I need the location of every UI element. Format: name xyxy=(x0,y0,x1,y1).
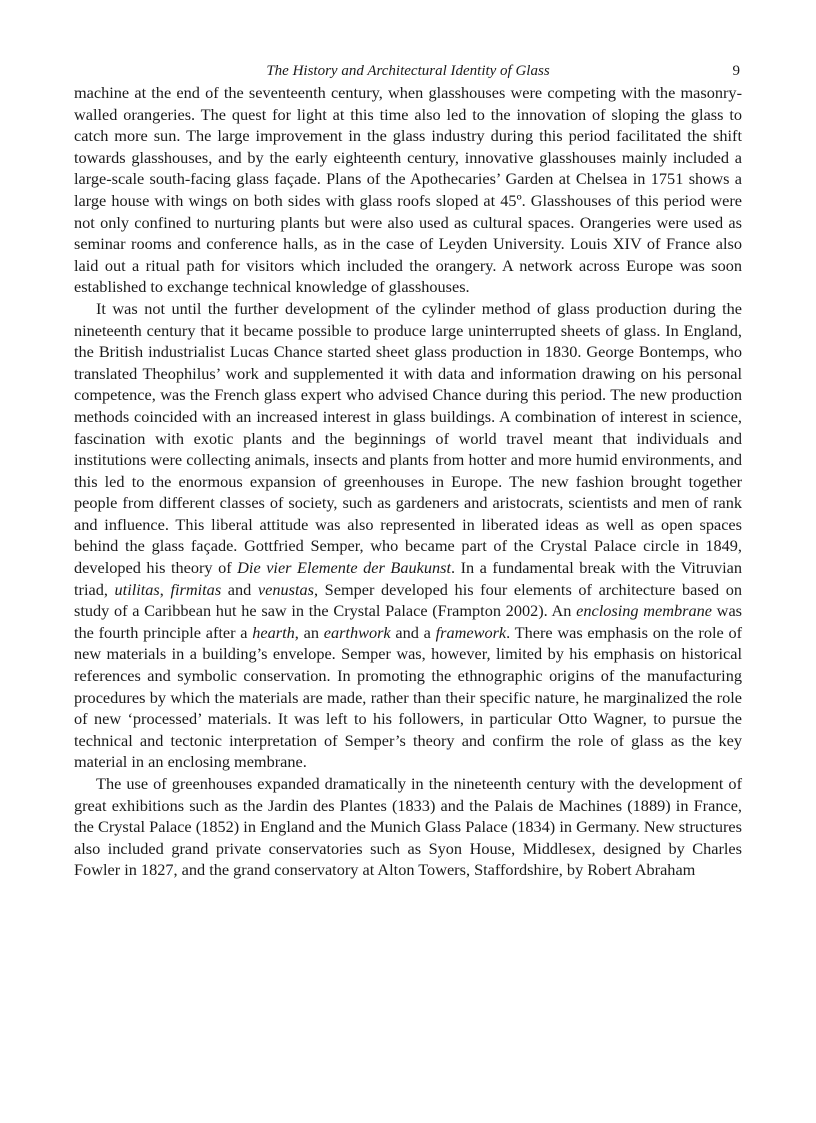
paragraph-3 xyxy=(74,773,742,881)
text-run: It was not until the further development of the cylinder method of glass production during the nineteenth century that it became possible to produce large uninterrupted sheets of glass. In England, the British industrialist Lucas Chance started sheet glass production in 1830. George Bontemps, who translated Theophilus’ work and supplemented it with data and information drawing on his personal competence, was the French glass expert who advised Chance during this period. The new production methods coincided with an increased interest in glass buildings. A combination of interest in science, fascination with exotic plants and the beginnings of world travel meant that individuals and institutions were collecting animals, insects and plants from hotter and more humid environments, and this led to the enormous expansion of greenhouses in Europe. The new fashion brought together people from different classes of society, such as gardeners and aristocrats, scientists and men of rank and influence. This liberal attitude was also represented in liberated ideas as well as open spaces behind the glass façade. Gottfried Semper, who became part of the Crystal Palace circle in 1849, developed his theory of xyxy=(74,298,742,578)
paragraph-2 xyxy=(74,298,742,773)
paragraph-1 xyxy=(74,82,742,298)
page-number: 9 xyxy=(732,63,740,79)
italic-term-hearth: hearth xyxy=(252,622,295,642)
italic-term-venustas: venustas xyxy=(257,579,314,599)
italic-term-firmitas: firmitas xyxy=(170,579,222,599)
text-run: . There was emphasis on the role of new materials in a building’s envelope. Semper was, however, limited by his emphasis on historical references and symbolic conservation. In promoting the ethnographic origins of the manufacturing procedures by which the materials are made, rather than their specific nature, he marginalized the role of new ‘processed’ materials. It was left to his followers, in particular Otto Wagner, to pursue the technical and tectonic interpretation of Semper’s theory and confirm the role of glass as the key material in an enclosing membrane. xyxy=(74,622,743,772)
text-run: and a xyxy=(390,622,436,642)
text-run: machine at the end of the seventeenth century, when glasshouses were competing with the masonry-walled orangeries. The quest for light at this time also led to the innovation of sloping the glass to catch more sun. The large improvement in the glass industry during this period facilitated the shift towards glasshouses, and by the early eighteenth century, innovative glasshouses mainly included a large-scale south-facing glass façade. Plans of the Apothecaries’ Garden at Chelsea in 1751 shows a large house with wings on both sides with glass roofs sloped at 45º. Glasshouses of this period were not only confined to nurturing plants but were also used as cultural spaces. Orangeries were used as seminar rooms and conference halls, as in the case of Leyden University. Louis XIV of France also laid out a ritual path for visitors which included the orangery. A network across Europe was soon established to exchange technical knowledge of glasshouses. xyxy=(74,83,742,297)
italic-term-framework: framework xyxy=(435,622,507,642)
running-title: The History and Architectural Identity of Glass xyxy=(266,63,550,79)
italic-term-enclosing-membrane: enclosing membrane xyxy=(576,601,712,621)
italic-term-utilitas: utilitas xyxy=(114,579,160,599)
book-page xyxy=(74,60,742,881)
text-run: , Semper developed his four elements of architecture based on study of a Caribbean hut he saw in the Crystal Palace (Frampton 2002). An xyxy=(74,579,743,621)
text-run: The use of greenhouses expanded dramatically in the nineteenth century with the development of great exhibitions such as the Jardin des Plantes (1833) and the Palais de Machines (1889) in France, the Crystal Palace (1852) in England and the Munich Glass Palace (1834) in Germany. New structures also included grand private conservatories such as Syon House, Middlesex, designed by Charles Fowler in 1827, and the grand conservatory at Alton Towers, Staffordshire, by Robert Abraham xyxy=(74,774,742,880)
running-header xyxy=(74,60,742,82)
text-run: , an xyxy=(294,622,324,642)
italic-title-die-vier-elemente: Die vier Elemente der Baukunst xyxy=(237,558,451,578)
text-run: . In a fundamental break with the Vitruvian triad, xyxy=(74,558,743,599)
italic-term-earthwork: earthwork xyxy=(323,622,391,642)
text-run: was the fourth principle after a xyxy=(74,601,743,642)
text-run: , xyxy=(159,579,171,599)
text-run: and xyxy=(221,579,258,599)
body-text xyxy=(74,82,742,881)
